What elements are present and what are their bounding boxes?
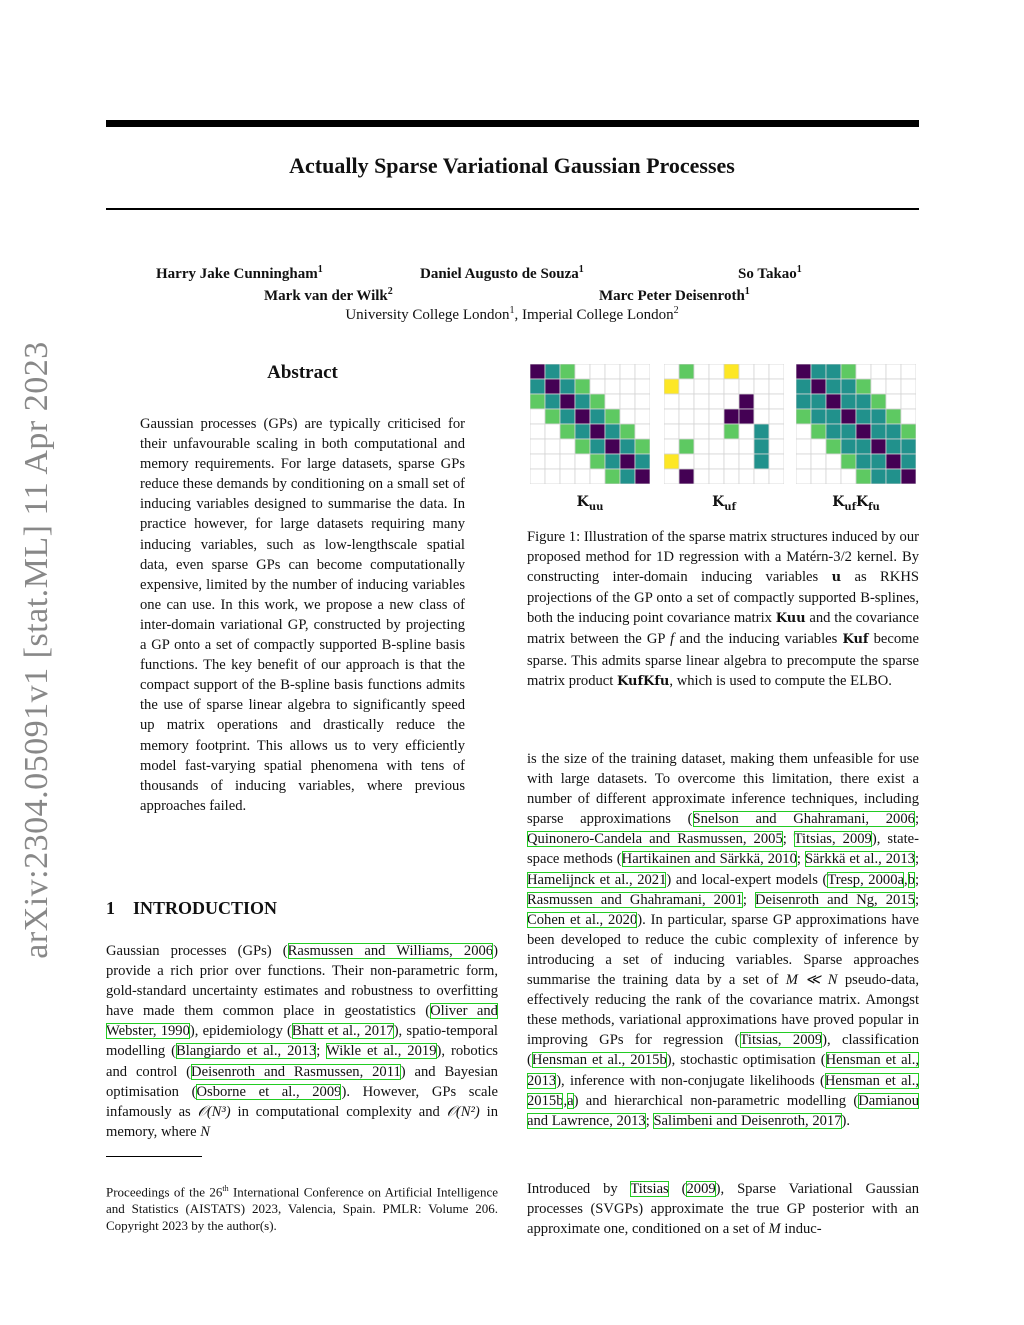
citation-link[interactable]: Hartikainen and Särkkä, 2010 xyxy=(621,851,797,868)
matrix-cell xyxy=(635,454,650,469)
matrix-cell xyxy=(724,364,739,379)
matrix-cell xyxy=(664,364,679,379)
text-run: ). xyxy=(841,1112,851,1129)
matrix-cell xyxy=(679,379,694,394)
matrix-cell xyxy=(841,409,856,424)
matrix-cell xyxy=(826,379,841,394)
matrix-cell xyxy=(754,364,769,379)
matrix-cell xyxy=(901,394,916,409)
matrix-cell xyxy=(901,409,916,424)
matrix-cell xyxy=(620,409,635,424)
matrix-cell xyxy=(709,454,724,469)
text-run: induc- xyxy=(780,1221,822,1238)
matrix-cell xyxy=(871,424,886,439)
matrix-cell xyxy=(826,439,841,454)
matrix-cell xyxy=(664,379,679,394)
matrix-cell xyxy=(769,454,784,469)
matrix-cell xyxy=(796,364,811,379)
math-n: N xyxy=(200,1123,211,1140)
matrix-cell xyxy=(575,424,590,439)
matrix-cell xyxy=(724,454,739,469)
citation-link[interactable]: Särkkä et al., 2013 xyxy=(804,851,915,868)
matrix-cell xyxy=(545,469,560,484)
matrix-cell xyxy=(620,379,635,394)
citation-link[interactable]: Damianou and Lawrence, 2013 xyxy=(527,1092,919,1129)
text-run: ), stochastic optimisation ( xyxy=(666,1052,826,1069)
matrix-cell xyxy=(811,409,826,424)
matrix-cell xyxy=(871,439,886,454)
matrix-cell xyxy=(841,394,856,409)
matrix-cell xyxy=(754,424,769,439)
matrix-cell xyxy=(635,364,650,379)
matrix-cell xyxy=(590,469,605,484)
matrix-cell xyxy=(841,439,856,454)
matrix-cell xyxy=(856,379,871,394)
matrix-cell xyxy=(530,424,545,439)
matrix-cell xyxy=(605,424,620,439)
matrix-cell xyxy=(739,454,754,469)
matrix-cell xyxy=(605,454,620,469)
matrix-cell xyxy=(635,424,650,439)
matrix-cell xyxy=(545,364,560,379)
matrix-cell xyxy=(739,439,754,454)
matrix-cell xyxy=(605,379,620,394)
citation-link[interactable]: 2009 xyxy=(686,1181,716,1197)
matrix-cell xyxy=(679,394,694,409)
matrix-cell xyxy=(694,409,709,424)
matrix-cell xyxy=(886,379,901,394)
matrix-cell xyxy=(635,439,650,454)
matrix-cell xyxy=(620,439,635,454)
footnote-rule xyxy=(106,1156,202,1157)
citation-link[interactable]: Osborne et al., 2009 xyxy=(196,1083,342,1100)
matrix-cell xyxy=(694,379,709,394)
matrix-cell xyxy=(769,424,784,439)
matrix-cell xyxy=(796,469,811,484)
introduction-paragraph: Gaussian processes (GPs) (Rasmussen and Williams, 2006) provide a rich prior over functions. Their non-parametric form, gold-standard uncertainty estimates and robustness to overfitting have made them common place in geostatistics (Oliver and Webster, 1990), epidemiology (Bhatt et al., 2017), spatio-temporal modelling (Blangiardo et al., 2013; Wikle et al., 2019), robotics and control (Deisenroth and Rasmussen, 2011) and Bayesian optimisation (Osborne et al., 2009). However, GPs scale infamously as 𝒪(N³) in computational complexity and 𝒪(N²) in memory, where N xyxy=(106,943,498,1140)
arxiv-sidebar: arXiv:2304.05091v1 [stat.ML] 11 Apr 2023 xyxy=(18,341,55,959)
text-run: ; xyxy=(796,851,805,868)
matrix-cell xyxy=(724,424,739,439)
matrix-cell xyxy=(679,424,694,439)
matrix-cell xyxy=(590,379,605,394)
matrix-cell xyxy=(739,424,754,439)
matrix-cell xyxy=(811,394,826,409)
matrix-cell xyxy=(901,424,916,439)
label-kufkfu: $K_{uf}K_{fu}$ xyxy=(832,494,880,513)
matrix-cell xyxy=(796,394,811,409)
text-run: ), state-space methods ( xyxy=(527,831,919,868)
matrix-cell xyxy=(856,454,871,469)
matrix-cell xyxy=(635,469,650,484)
matrix-cell xyxy=(620,454,635,469)
matrix-cell xyxy=(901,469,916,484)
matrix-cell xyxy=(590,394,605,409)
math-memory: 𝒪(N²) xyxy=(446,1103,480,1120)
matrix-cell xyxy=(635,379,650,394)
matrix-cell xyxy=(886,364,901,379)
citation-link[interactable]: Titsias xyxy=(630,1181,669,1197)
matrix-cell xyxy=(856,439,871,454)
matrix-cell xyxy=(796,454,811,469)
matrix-cell xyxy=(886,454,901,469)
text-run: ; xyxy=(914,811,919,828)
citation-link[interactable]: Bhatt et al., 2017 xyxy=(291,1023,394,1040)
matrix-cell xyxy=(560,469,575,484)
matrix-cell xyxy=(754,394,769,409)
matrix-cell xyxy=(590,454,605,469)
text-run: pseudo-data, effectively reducing the rank of the covariance matrix. Amongst these methods, variational approximations have proved popular in improving GPs for regression ( xyxy=(527,972,920,1049)
citation-link[interactable]: Hamelijnck et al., 2021 xyxy=(527,871,667,888)
matrix-cell xyxy=(575,439,590,454)
matrix-cell xyxy=(545,424,560,439)
matrix-cell xyxy=(856,424,871,439)
matrix-cell xyxy=(560,364,575,379)
matrix-cell xyxy=(901,379,916,394)
math-complexity: 𝒪(N³) xyxy=(197,1103,231,1120)
matrix-cell xyxy=(679,439,694,454)
text-run: ; xyxy=(914,851,919,868)
citation-link[interactable]: Hensman et al., 2015b xyxy=(531,1052,667,1069)
text-run: ; xyxy=(742,891,755,908)
matrix-cell xyxy=(679,364,694,379)
citation-link[interactable]: Rasmussen and Williams, 2006 xyxy=(287,943,494,959)
matrix-cell xyxy=(605,409,620,424)
matrix-cell xyxy=(605,439,620,454)
matrix-cell xyxy=(664,439,679,454)
matrix-cell xyxy=(530,394,545,409)
matrix-cell xyxy=(694,364,709,379)
matrix-kuu xyxy=(530,364,650,484)
matrix-cell xyxy=(694,469,709,484)
matrix-cell xyxy=(709,394,724,409)
matrix-cell xyxy=(635,394,650,409)
matrix-cell xyxy=(901,364,916,379)
matrix-cell xyxy=(811,439,826,454)
citation-link[interactable]: Oliver and Webster, 1990 xyxy=(106,1003,498,1040)
text-run: ( xyxy=(668,1181,687,1197)
matrix-cell xyxy=(620,469,635,484)
author-4: Mark van der Wilk$^2$ xyxy=(264,286,393,304)
figure-1 xyxy=(530,364,922,514)
matrix-cell xyxy=(560,394,575,409)
matrix-cell xyxy=(796,439,811,454)
citation-link[interactable]: b xyxy=(907,871,915,888)
matrix-cell xyxy=(856,394,871,409)
text-run: ) and local-expert models ( xyxy=(666,871,828,888)
matrix-cell xyxy=(826,424,841,439)
matrix-cell xyxy=(826,469,841,484)
matrix-cell xyxy=(620,394,635,409)
matrix-cell xyxy=(811,454,826,469)
matrix-cell xyxy=(575,394,590,409)
matrix-cell xyxy=(530,364,545,379)
matrix-cell xyxy=(679,454,694,469)
matrix-cell xyxy=(620,424,635,439)
matrix-cell xyxy=(605,394,620,409)
title-rule xyxy=(106,208,919,210)
math-expression: M xyxy=(768,1221,781,1238)
text-run: , xyxy=(563,1092,568,1109)
matrix-cell xyxy=(769,379,784,394)
matrix-cell xyxy=(530,379,545,394)
matrix-cell xyxy=(796,379,811,394)
matrix-cell xyxy=(575,379,590,394)
text-run: ) and hierarchical non-parametric modelling ( xyxy=(573,1092,859,1109)
matrix-cell xyxy=(545,454,560,469)
matrix-cell xyxy=(871,469,886,484)
matrix-cell xyxy=(769,439,784,454)
matrix-cell xyxy=(754,379,769,394)
matrix-cell xyxy=(739,409,754,424)
citation-link[interactable]: Snelson and Ghahramani, 2006 xyxy=(692,811,915,828)
abstract-body: Gaussian processes (GPs) are typically criticised for their unfavourable scaling in both computational and memory requirements. For large datasets, sparse GPs reduce these demands by conditioning on a small set of inducing variables designed to summarise the data. In practice however, for large datasets requiring many inducing variables, such as low-lengthscale spatial data, even sparse GPs can become computationally expensive, limited by the number of inducing variables one can use. In this work, we propose a new class of inter-domain variational GP, constructed by projecting a GP onto a set of compactly supported B-spline basis functions. The key benefit of our approach is that the compact support of the B-spline basis functions admits the use of sparse linear algebra to significantly speed up matrix operations and drastically reduce the memory footprint. This allows us to very efficiently model fast-varying spatial phenomena with tens of thousands of inducing variables, where previous approaches failed. xyxy=(140,416,465,814)
matrix-cell xyxy=(575,469,590,484)
matrix-cell xyxy=(826,454,841,469)
matrix-cell xyxy=(739,364,754,379)
matrix-cell xyxy=(811,379,826,394)
matrix-cell xyxy=(530,454,545,469)
matrix-cell xyxy=(754,409,769,424)
figure-caption: Figure 1: Illustration of the sparse matrix structures induced by our proposed method for 1D regression with a Matérn-3/2 kernel. By constructing inter-domain inducing variables u as RKHS projections of the GP onto a set of compactly supported B-splines, both the inducing point covariance matrix Kuu and the covariance matrix between the GP f and the inducing variables Kuf become sparse. This admits sparse linear algebra to precompute the sparse matrix product KufKfu, which is used to compute the ELBO. xyxy=(527,529,919,689)
text-run: ; xyxy=(645,1112,654,1129)
matrix-cell xyxy=(739,469,754,484)
citation-link[interactable]: Quinonero-Candela and Rasmussen, 2005 xyxy=(527,831,783,848)
math-expression: M ≪ N xyxy=(785,972,838,989)
matrix-cell xyxy=(664,454,679,469)
text-run: is the size of the training dataset, making them unfeasible for use with large datasets. To overcome this limitation, there exist a number of different approximate inference techniques, including sparse approximations ( xyxy=(527,751,919,828)
matrix-cell xyxy=(709,364,724,379)
matrix-cell xyxy=(679,409,694,424)
matrix-cell xyxy=(796,409,811,424)
matrix-cell xyxy=(856,469,871,484)
top-rule xyxy=(106,120,919,127)
matrix-cell xyxy=(694,454,709,469)
matrix-cell xyxy=(886,469,901,484)
matrix-cell xyxy=(769,394,784,409)
matrix-cell xyxy=(679,469,694,484)
matrix-cell xyxy=(796,424,811,439)
matrix-cell xyxy=(841,379,856,394)
citation-link[interactable]: Cohen et al., 2020 xyxy=(527,911,638,928)
matrix-cell xyxy=(605,469,620,484)
matrix-cell xyxy=(664,409,679,424)
label-kuu: $K_{uu}$ xyxy=(576,494,604,513)
matrix-cell xyxy=(709,409,724,424)
matrix-cell xyxy=(545,439,560,454)
matrix-cell xyxy=(709,379,724,394)
matrix-cell xyxy=(560,379,575,394)
right-column-paragraph-2 xyxy=(527,1179,919,1239)
text-run: ), Sparse Variational Gaussian processes (SVGPs) approximate the true GP posterior with an approximate one, conditioned on a set of xyxy=(527,1181,920,1238)
affiliations: University College London$^1$, Imperial College London$^2$ xyxy=(345,305,679,323)
matrix-cell xyxy=(901,454,916,469)
footnote: Proceedings of the 26th International Conference on Artificial Intelligence and Statistics (AISTATS) 2023, Valencia, Spain. PMLR: Volume 206. Copyright 2023 by the author(s). xyxy=(106,1184,498,1234)
matrix-cell xyxy=(709,469,724,484)
matrix-cell xyxy=(590,364,605,379)
text-run: ). In particular, sparse GP approximations have been developed to reduce the cubic complexity of inference by introducing a set of inducing variables. Sparse approaches summarise the training data by a set of xyxy=(527,911,919,989)
matrix-cell xyxy=(560,424,575,439)
matrix-cell xyxy=(545,409,560,424)
matrix-cell xyxy=(871,394,886,409)
text-run: , xyxy=(903,871,908,888)
matrix-cell xyxy=(724,469,739,484)
author-2: Daniel Augusto de Souza$^1$ xyxy=(420,264,584,282)
matrix-cell xyxy=(886,409,901,424)
matrix-cell xyxy=(754,469,769,484)
matrix-cell xyxy=(739,379,754,394)
author-5: Marc Peter Deisenroth$^1$ xyxy=(599,286,750,304)
citation-link[interactable]: a xyxy=(567,1092,574,1109)
matrix-cell xyxy=(575,364,590,379)
text-run: ; xyxy=(914,891,919,908)
matrix-cell xyxy=(635,409,650,424)
matrix-cell xyxy=(901,439,916,454)
matrix-cell xyxy=(826,394,841,409)
right-column-paragraph-1 xyxy=(527,749,919,1131)
matrix-cell xyxy=(724,409,739,424)
citation-link[interactable]: Blangiardo et al., 2013 xyxy=(176,1043,317,1060)
citation-link[interactable]: Wikle et al., 2019 xyxy=(326,1043,437,1060)
text-run: ; xyxy=(782,831,794,848)
matrix-cell xyxy=(560,454,575,469)
matrix-cell xyxy=(724,394,739,409)
matrix-cell xyxy=(530,469,545,484)
matrix-cell xyxy=(841,469,856,484)
citation-link[interactable]: Hensman et al., 2013 xyxy=(527,1052,919,1089)
matrix-cell xyxy=(590,439,605,454)
matrix-cell xyxy=(694,424,709,439)
abstract-heading: Abstract xyxy=(267,362,338,383)
text-run: ), inference with non-conjugate likelihoods ( xyxy=(556,1072,825,1089)
matrix-cell xyxy=(856,409,871,424)
matrix-cell xyxy=(575,454,590,469)
matrix-cell xyxy=(811,424,826,439)
matrix-cell xyxy=(590,409,605,424)
matrix-cell xyxy=(886,424,901,439)
citation-link[interactable]: Deisenroth and Rasmussen, 2011 xyxy=(191,1063,401,1080)
matrix-cell xyxy=(754,439,769,454)
text-run: Introduced by xyxy=(527,1181,631,1197)
matrix-cell xyxy=(886,439,901,454)
matrix-cell xyxy=(664,394,679,409)
citation-link[interactable]: Deisenroth and Ng, 2015 xyxy=(754,891,915,908)
text-run: ), classification ( xyxy=(527,1032,920,1069)
matrix-kuf xyxy=(664,364,784,484)
matrix-cell xyxy=(530,439,545,454)
text-run: ; xyxy=(914,871,919,888)
matrix-cell xyxy=(856,364,871,379)
matrix-cell xyxy=(530,409,545,424)
matrix-cell xyxy=(724,379,739,394)
matrix-cell xyxy=(769,469,784,484)
matrix-cell xyxy=(545,394,560,409)
matrix-kufkfu xyxy=(796,364,916,484)
matrix-cell xyxy=(769,409,784,424)
matrix-cell xyxy=(560,409,575,424)
matrix-cell xyxy=(841,454,856,469)
citation-link[interactable]: Tresp, 2000a xyxy=(827,871,904,888)
matrix-cell xyxy=(590,424,605,439)
matrix-cell xyxy=(841,364,856,379)
matrix-cell xyxy=(739,394,754,409)
matrix-cell xyxy=(694,394,709,409)
section-heading-introduction: 1 INTRODUCTION xyxy=(106,898,278,918)
matrix-cell xyxy=(871,364,886,379)
matrix-cell xyxy=(826,409,841,424)
matrix-cell xyxy=(871,454,886,469)
citation-link[interactable]: Rasmussen and Ghahramani, 2001 xyxy=(527,891,743,908)
matrix-cell xyxy=(769,364,784,379)
matrix-cell xyxy=(724,439,739,454)
matrix-cell xyxy=(694,439,709,454)
matrix-cell xyxy=(575,409,590,424)
author-1: Harry Jake Cunningham$^1$ xyxy=(156,264,323,282)
citation-link[interactable]: Salimbeni and Deisenroth, 2017 xyxy=(653,1112,842,1129)
paper-title: Actually Sparse Variational Gaussian Processes xyxy=(289,153,735,178)
matrix-cell xyxy=(754,454,769,469)
matrix-cell xyxy=(545,379,560,394)
matrix-cell xyxy=(620,364,635,379)
citation-link[interactable]: Hensman et al., 2015b xyxy=(527,1072,919,1109)
matrix-cell xyxy=(811,469,826,484)
citation-link[interactable]: Titsias, 2009 xyxy=(793,831,872,848)
matrix-cell xyxy=(664,424,679,439)
author-3: So Takao$^1$ xyxy=(738,264,802,282)
matrix-cell xyxy=(811,364,826,379)
citation-link[interactable]: Titsias, 2009 xyxy=(739,1032,823,1049)
matrix-cell xyxy=(841,424,856,439)
matrix-cell xyxy=(871,379,886,394)
matrix-cell xyxy=(560,439,575,454)
matrix-cell xyxy=(886,394,901,409)
matrix-cell xyxy=(871,409,886,424)
matrix-cell xyxy=(664,469,679,484)
label-kuf: $K_{uf}$ xyxy=(712,494,736,513)
matrix-cell xyxy=(605,364,620,379)
matrix-cell xyxy=(709,439,724,454)
matrix-cell xyxy=(826,364,841,379)
matrix-cell xyxy=(709,424,724,439)
